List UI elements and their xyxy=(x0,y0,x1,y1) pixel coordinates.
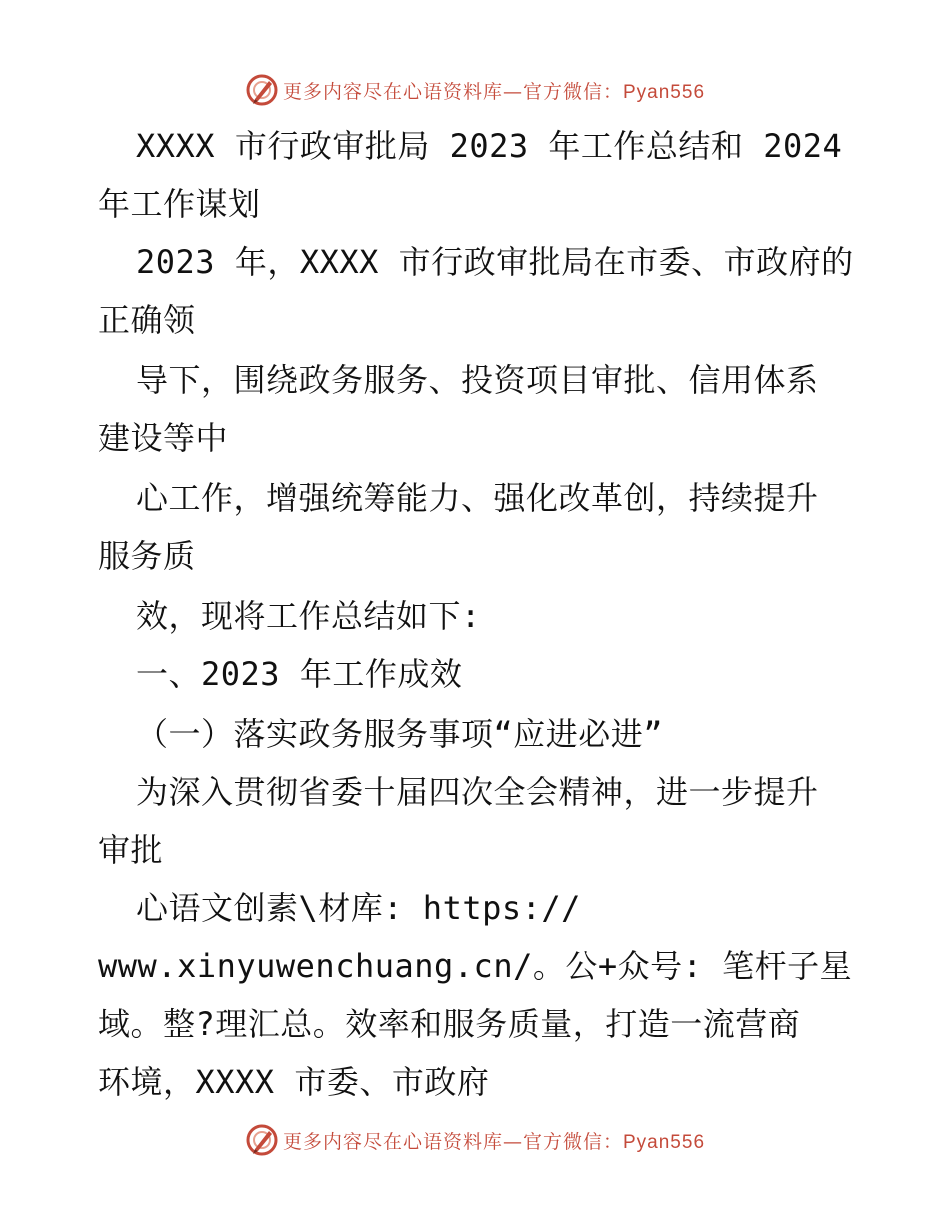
paragraph-line: 导下，围绕政务服务、投资项目审批、信用体系 xyxy=(136,361,819,399)
paragraph-line: 环境，XXXX 市委、市政府 xyxy=(98,1063,490,1101)
header-separator: — xyxy=(502,80,523,103)
header-banner xyxy=(0,70,950,110)
paragraph-line: 正确领 xyxy=(98,301,196,339)
paragraph-line: 为深入贯彻省委十届四次全会精神，进一步提升 xyxy=(136,773,819,811)
pen-logo-icon xyxy=(245,1123,279,1157)
paragraph-line: 2023 年，XXXX 市行政审批局在市委、市政府的 xyxy=(136,243,854,281)
paragraph-line: 心工作，增强统筹能力、强化改革创，持续提升 xyxy=(136,479,819,517)
subsection-heading: （一）落实政务服务事项“应进必进” xyxy=(136,715,664,753)
paragraph-line: www.xinyuwenchuang.cn/。公+众号: 笔杆子星 xyxy=(98,947,853,985)
paragraph-line: 效，现将工作总结如下: xyxy=(136,597,481,635)
footer-banner xyxy=(0,1120,950,1160)
paragraph-line: 建设等中 xyxy=(98,419,229,457)
footer-separator: — xyxy=(502,1130,523,1153)
footer-wechat-label: 官方微信： xyxy=(522,1130,623,1153)
paragraph-line: 域。整?理汇总。效率和服务质量，打造一流营商 xyxy=(98,1005,801,1043)
paragraph-line: 心语文创素\材库: https:// xyxy=(136,889,581,927)
paragraph-line: 审批 xyxy=(98,831,164,869)
doc-title-line-2: 年工作谋划 xyxy=(98,185,261,223)
footer-wechat-id: Pyan556 xyxy=(623,1131,706,1153)
header-wechat-label: 官方微信： xyxy=(522,80,623,103)
section-heading: 一、2023 年工作成效 xyxy=(136,655,463,693)
paragraph-line: 服务质 xyxy=(98,537,196,575)
footer-banner-text xyxy=(283,1127,705,1154)
header-banner-text xyxy=(283,77,705,104)
footer-slogan: 更多内容尽在心语资料库 xyxy=(282,1130,503,1153)
header-wechat-id: Pyan556 xyxy=(623,81,706,103)
doc-title-line-1: XXXX 市行政审批局 2023 年工作总结和 2024 xyxy=(136,127,843,165)
header-slogan: 更多内容尽在心语资料库 xyxy=(282,80,503,103)
pen-logo-icon xyxy=(245,73,279,107)
